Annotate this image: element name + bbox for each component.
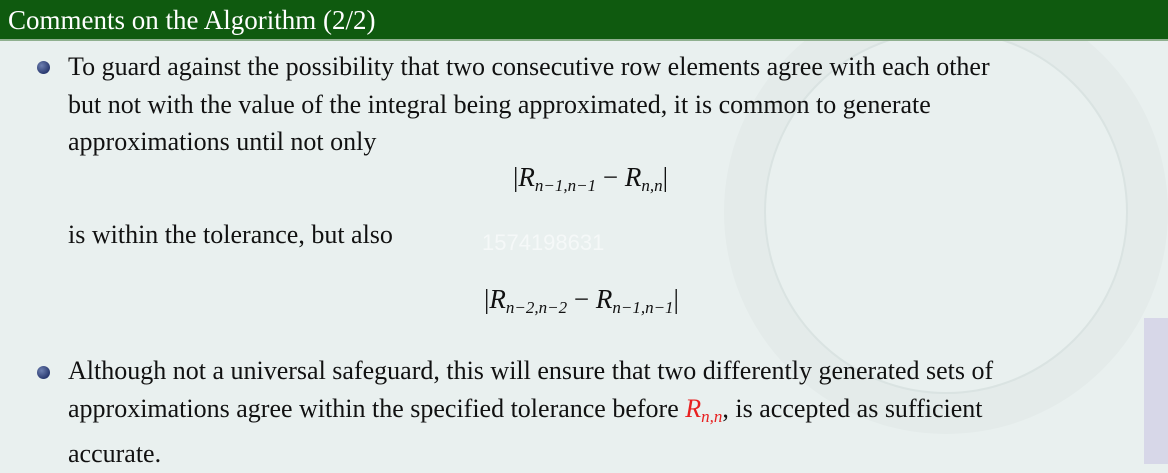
inline-math-sub: n,n [701, 406, 723, 426]
bullet-2-after-math: , is accepted as sufficient [722, 393, 983, 423]
eq2-operator: − [573, 284, 590, 314]
bullet-2-line-1: Although not a universal safeguard, this will ensure that two differently generated sets of [68, 356, 994, 385]
eq1-term1-base: R [518, 162, 535, 192]
eq2-term2-base: R [595, 284, 613, 314]
bullet-1-text [68, 48, 1148, 161]
slide-title: Comments on the Algorithm (2/2) [8, 5, 376, 35]
bullet-2-text [68, 352, 1148, 473]
bullet-1-line-1: To guard against the possibility that two consecutive row elements agree with each other [68, 52, 990, 81]
middle-text: is within the tolerance, but also [68, 220, 393, 249]
eq2-term1-base: R [489, 284, 506, 314]
eq2-term1-sub: n−2,n−2 [505, 298, 568, 317]
bullet-2-line-2-text: approximations agree within the specified tolerance before [68, 393, 679, 423]
eq1-term2-base: R [624, 162, 642, 192]
title-bar [0, 0, 1168, 41]
eq1-term1-sub: n−1,n−1 [534, 176, 597, 195]
watermark-text: 1574198631 [482, 230, 605, 255]
abs-bar-left: | [484, 284, 490, 314]
bullet-icon [37, 366, 50, 379]
abs-bar-right: | [662, 162, 668, 192]
inline-math-base: R [685, 393, 702, 423]
equation-1 [513, 162, 668, 196]
abs-bar-right: | [673, 284, 679, 314]
abs-bar-left: | [513, 162, 519, 192]
inline-math-r-nn [685, 393, 723, 426]
side-strip [1144, 318, 1168, 464]
eq1-term2-sub: n,n [641, 176, 663, 195]
bullet-2-line-3: accurate. [68, 439, 162, 468]
eq1-operator: − [602, 162, 619, 192]
bullet-1-line-3: approximations until not only [68, 127, 377, 156]
bullet-2-line-2 [68, 390, 1148, 436]
eq2-term2-sub: n−1,n−1 [612, 298, 674, 317]
bullet-1-line-2: but not with the value of the integral being approximated, it is common to generate [68, 89, 931, 119]
equation-2 [484, 284, 679, 318]
bullet-icon [37, 61, 50, 74]
